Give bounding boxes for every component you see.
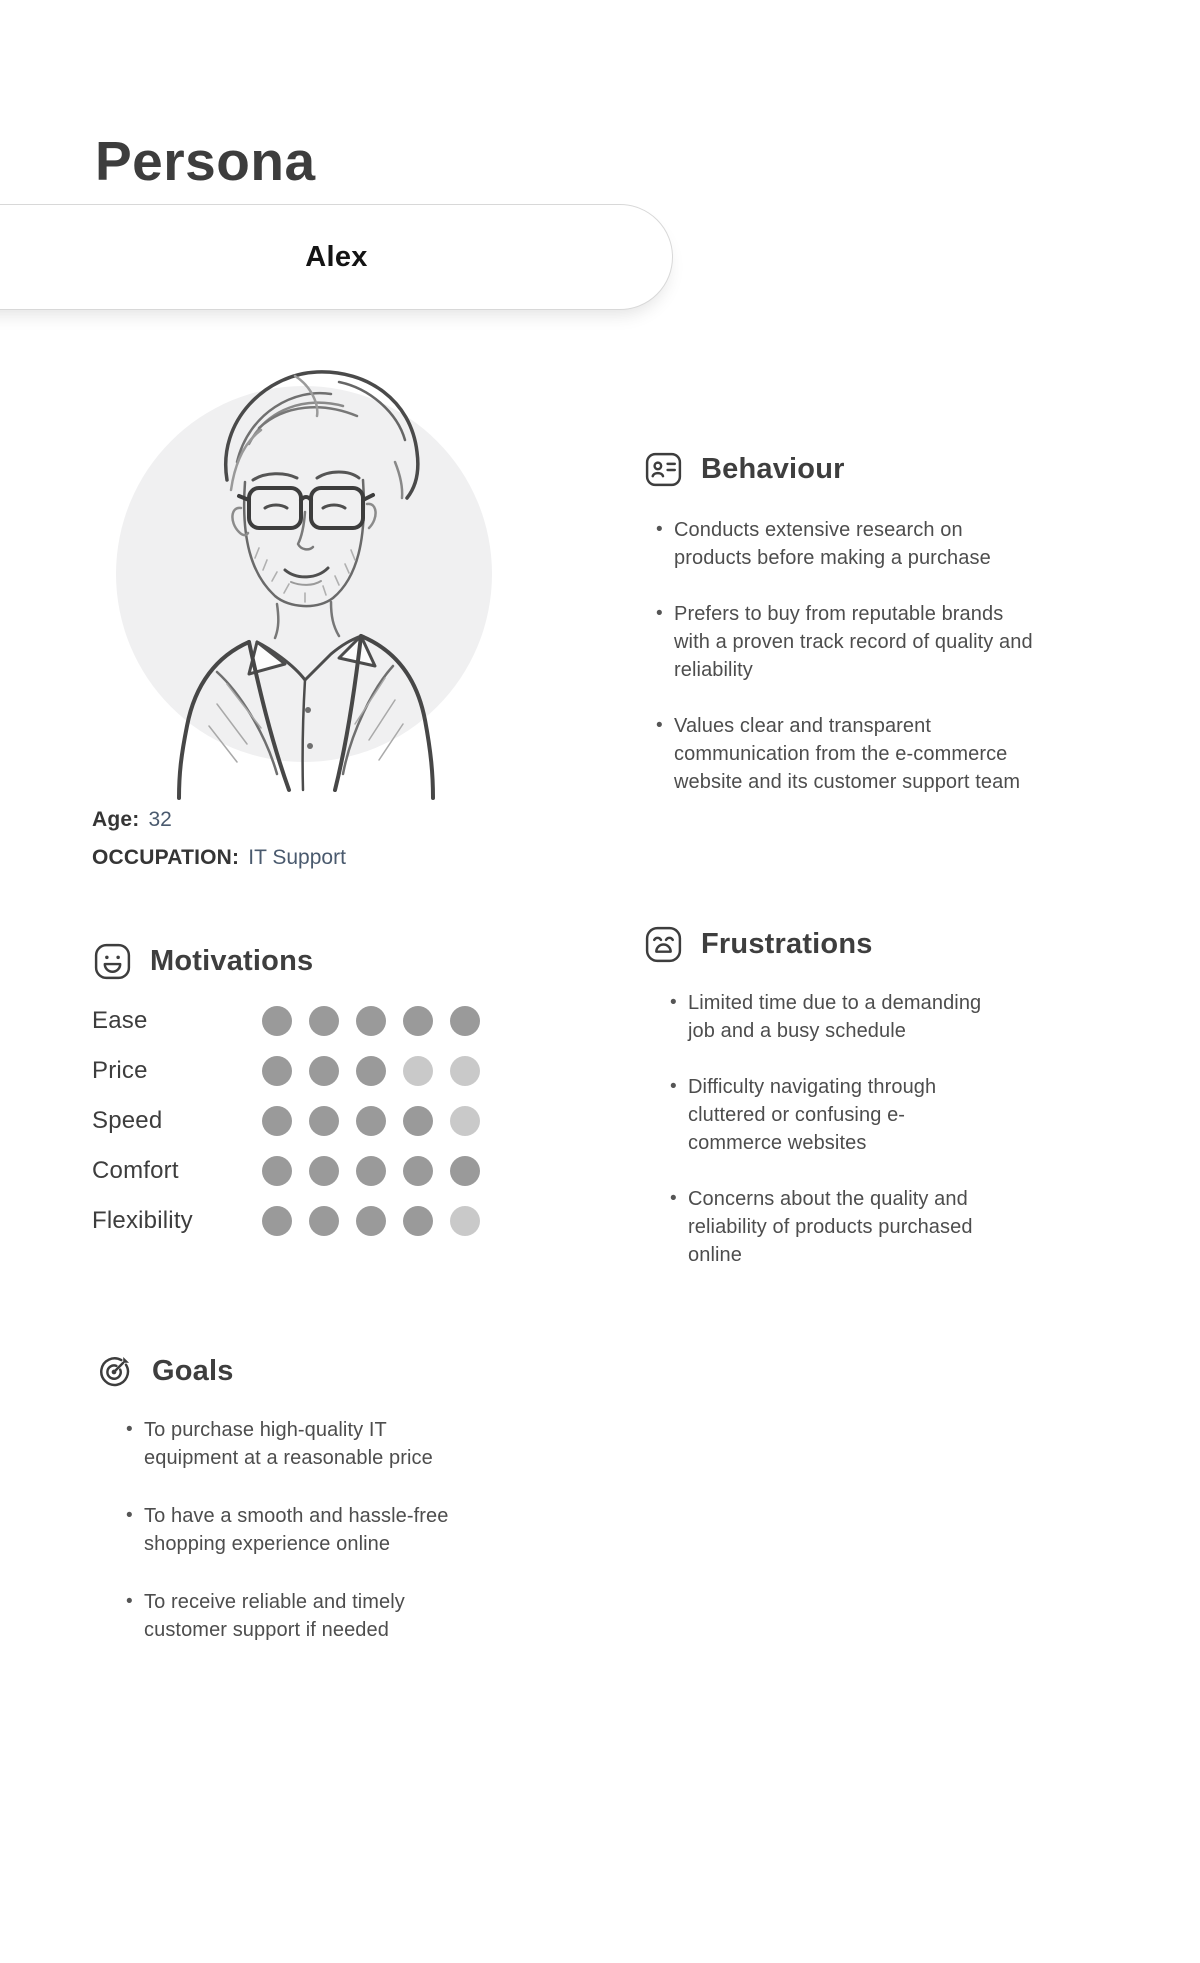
behaviour-section <box>643 449 1063 824</box>
persona-name-pill <box>0 204 673 310</box>
bullet-item: • Limited time due to a demanding job and a busy schedule <box>688 989 990 1045</box>
bullet-item: • To have a smooth and hassle-free shopping experience online <box>144 1502 466 1558</box>
dot-filled-icon <box>403 1156 433 1186</box>
motivation-dots <box>262 1006 480 1036</box>
dot-filled-icon <box>356 1056 386 1086</box>
occupation-label: OCCUPATION: <box>92 846 240 869</box>
goals-header <box>94 1351 514 1392</box>
motivation-row <box>92 1096 522 1146</box>
behaviour-header <box>643 449 1063 490</box>
dot-filled-icon <box>309 1056 339 1086</box>
portrait-sketch-image <box>98 312 510 812</box>
dot-filled-icon <box>450 1156 480 1186</box>
dot-empty-icon <box>450 1056 480 1086</box>
smile-icon <box>92 941 133 982</box>
age-value: 32 <box>148 808 172 831</box>
persona-meta <box>92 801 346 877</box>
dot-filled-icon <box>262 1106 292 1136</box>
motivation-dots <box>262 1106 480 1136</box>
dot-filled-icon <box>403 1106 433 1136</box>
persona-name: Alex <box>305 240 368 273</box>
dot-filled-icon <box>356 1156 386 1186</box>
bullet-item: • Conducts extensive research on products before making a purchase <box>674 516 1036 572</box>
motivation-row <box>92 1146 522 1196</box>
motivation-row <box>92 1046 522 1096</box>
motivation-row <box>92 1196 522 1246</box>
sad-face-icon <box>643 924 684 965</box>
age-label: Age: <box>92 808 140 831</box>
id-card-icon <box>643 449 684 490</box>
behaviour-title: Behaviour <box>701 453 845 485</box>
motivation-label: Price <box>92 1057 148 1084</box>
motivation-dots <box>262 1056 480 1086</box>
bullet-item: • To purchase high-quality IT equipment at a reasonable price <box>144 1416 466 1472</box>
behaviour-list <box>643 516 1063 796</box>
motivation-label: Flexibility <box>92 1207 193 1234</box>
bullet-item: • Prefers to buy from reputable brands with a proven track record of quality and reliability <box>674 600 1036 684</box>
dot-filled-icon <box>356 1106 386 1136</box>
dot-filled-icon <box>262 1206 292 1236</box>
motivation-dots <box>262 1156 480 1186</box>
bullet-item: • Concerns about the quality and reliability of products purchased online <box>688 1185 990 1269</box>
frustrations-list <box>643 989 1063 1269</box>
dot-filled-icon <box>356 1006 386 1036</box>
bullet-item: • To receive reliable and timely customer support if needed <box>144 1588 466 1644</box>
goals-list <box>94 1416 514 1644</box>
frustrations-title: Frustrations <box>701 928 873 960</box>
page-title: Persona <box>95 129 316 192</box>
goals-title: Goals <box>152 1355 234 1387</box>
occupation-value: IT Support <box>248 846 346 869</box>
age-row <box>92 801 346 839</box>
dot-empty-icon <box>450 1106 480 1136</box>
motivations-title: Motivations <box>150 945 314 977</box>
dot-filled-icon <box>262 1006 292 1036</box>
frustrations-section <box>643 924 1063 1297</box>
dot-filled-icon <box>309 1006 339 1036</box>
dot-empty-icon <box>450 1206 480 1236</box>
dot-filled-icon <box>262 1156 292 1186</box>
motivation-row <box>92 996 522 1046</box>
motivation-dots <box>262 1206 480 1236</box>
bullet-item: • Difficulty navigating through cluttered or confusing e-commerce websites <box>688 1073 990 1157</box>
dot-filled-icon <box>450 1006 480 1036</box>
persona-portrait <box>98 312 510 812</box>
bullet-item: • Values clear and transparent communication from the e-commerce website and its customer support team <box>674 712 1036 796</box>
occupation-row <box>92 839 346 877</box>
dot-empty-icon <box>403 1056 433 1086</box>
motivation-label: Ease <box>92 1007 148 1034</box>
motivation-label: Comfort <box>92 1157 179 1184</box>
motivation-label: Speed <box>92 1107 163 1134</box>
frustrations-header <box>643 924 1063 965</box>
goals-section <box>94 1351 514 1674</box>
motivations-rows <box>92 996 522 1246</box>
dot-filled-icon <box>403 1006 433 1036</box>
dot-filled-icon <box>356 1206 386 1236</box>
dot-filled-icon <box>309 1106 339 1136</box>
target-icon <box>94 1351 135 1392</box>
dot-filled-icon <box>309 1156 339 1186</box>
motivations-section <box>92 941 522 1246</box>
dot-filled-icon <box>309 1206 339 1236</box>
dot-filled-icon <box>262 1056 292 1086</box>
motivations-header <box>92 941 522 982</box>
dot-filled-icon <box>403 1206 433 1236</box>
